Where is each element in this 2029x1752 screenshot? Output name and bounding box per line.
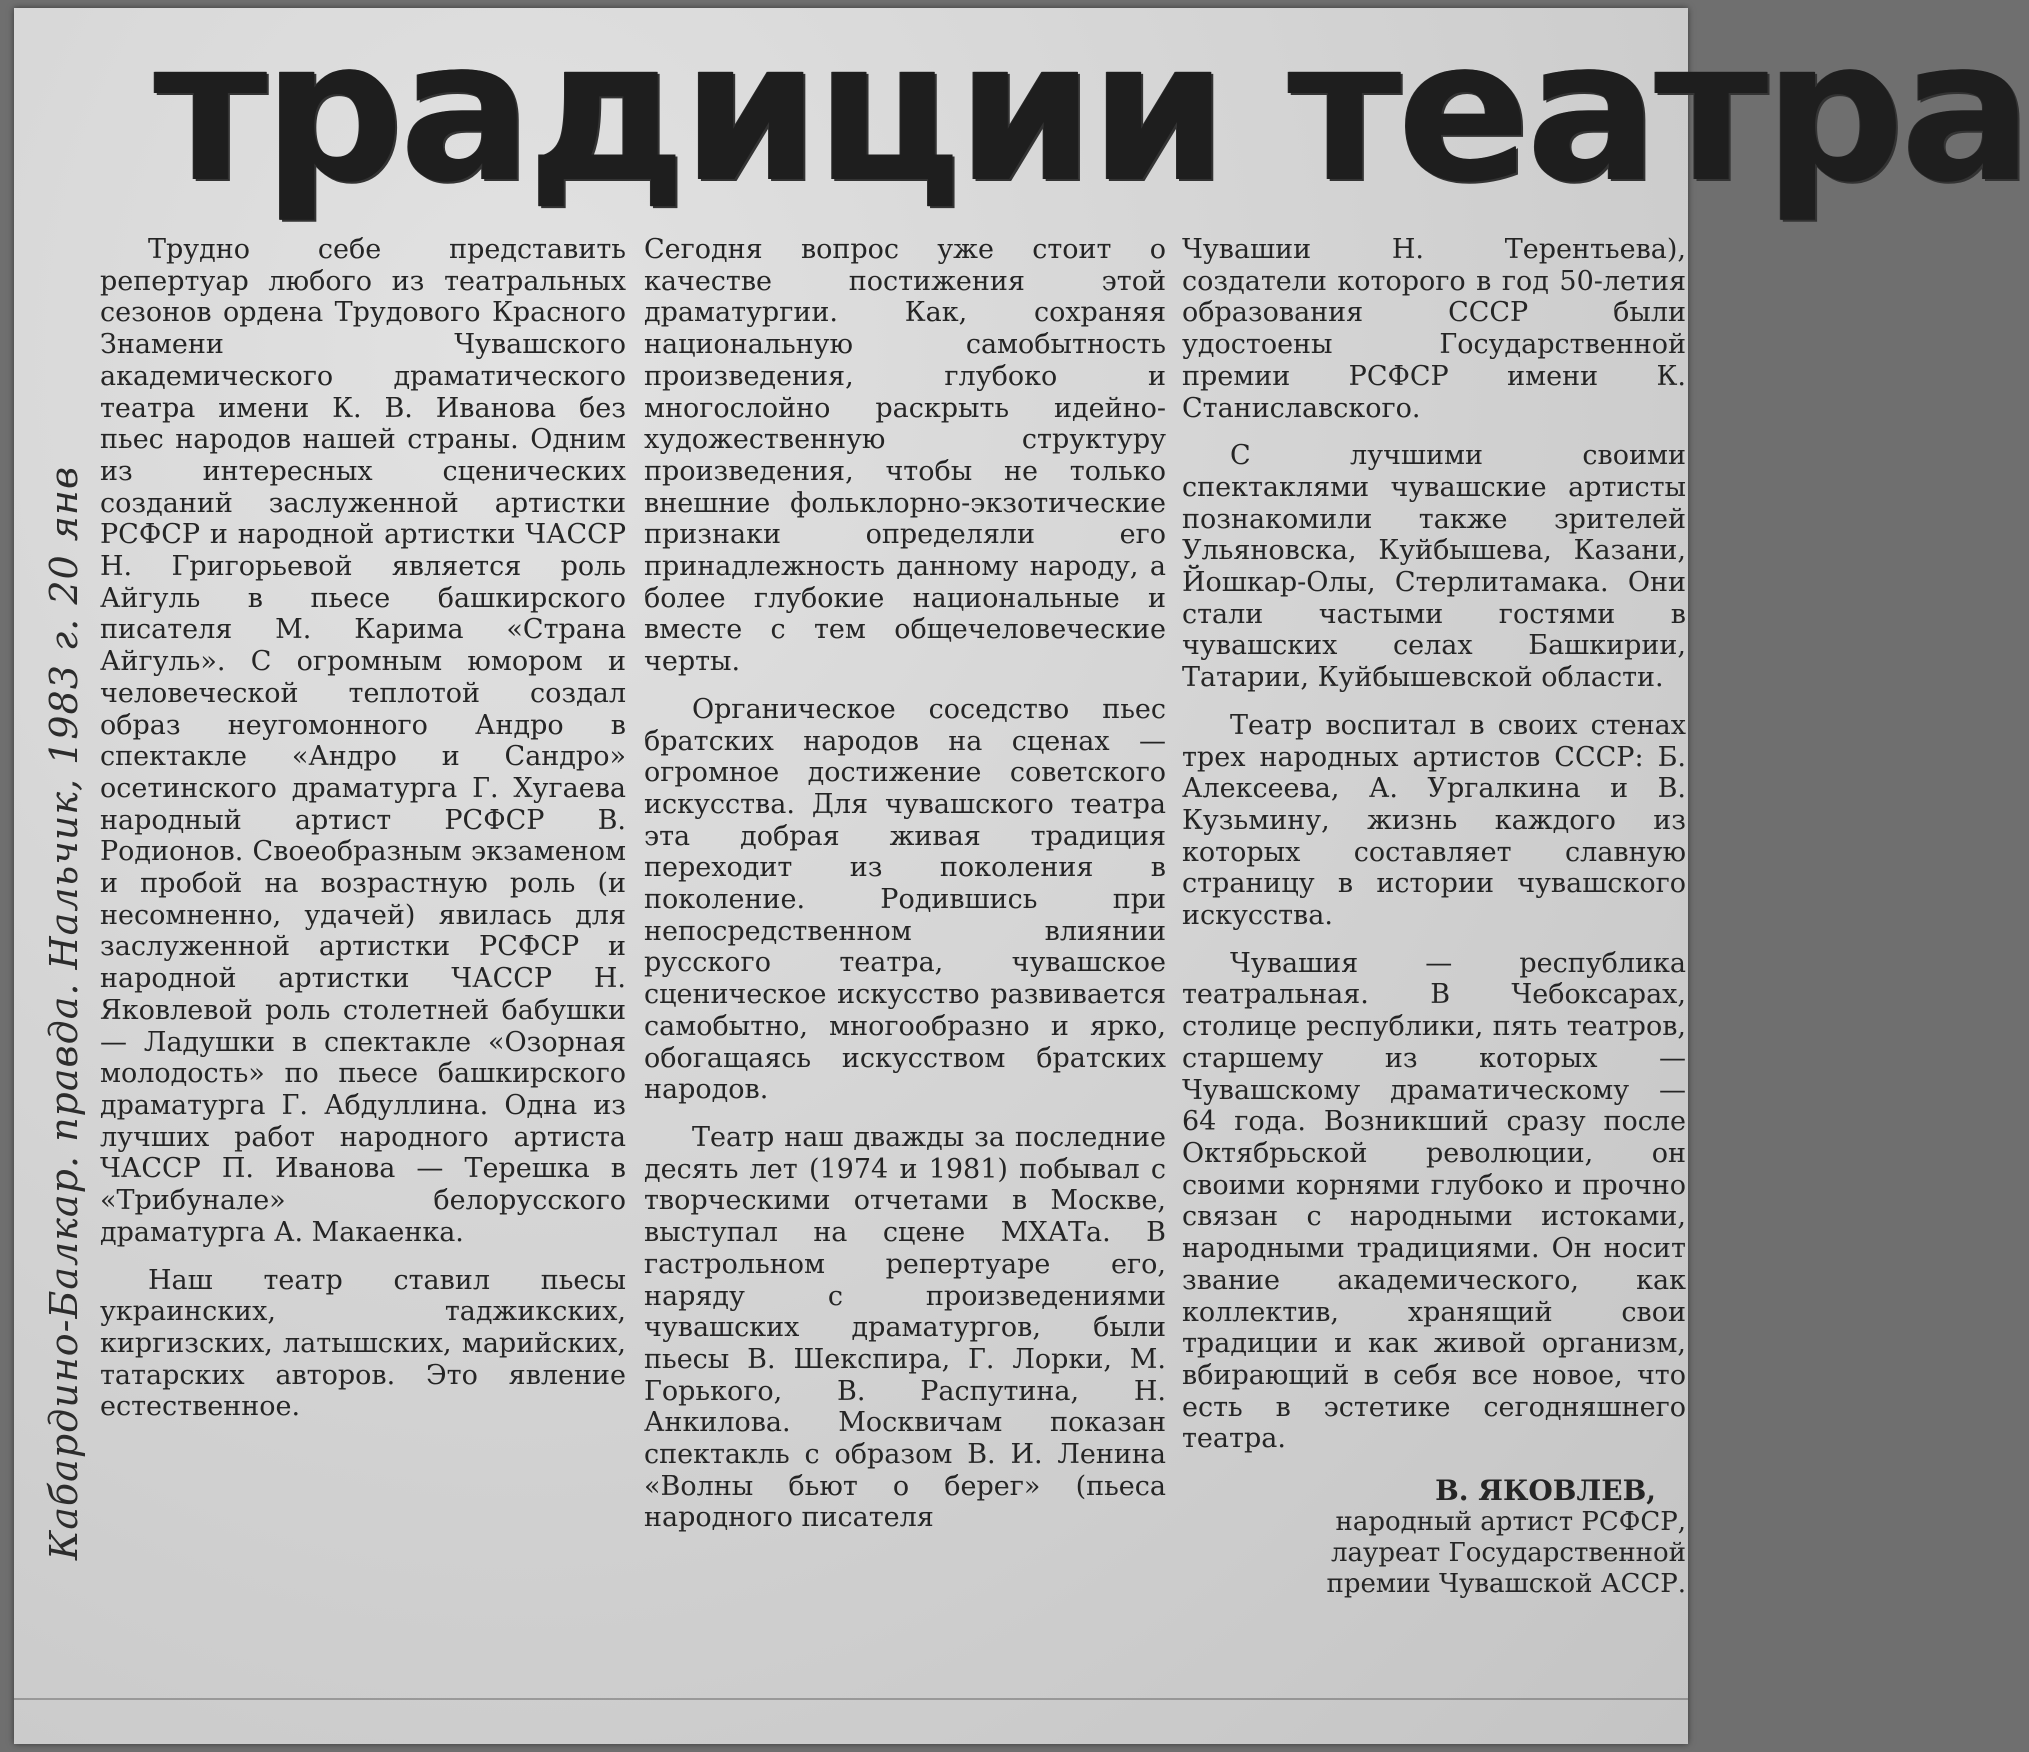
author-name: В. ЯКОВЛЕВ, xyxy=(1435,1474,1656,1508)
paragraph-7: Чувашия — республика театральная. В Чебоксарах, столице республики, пять театров, старшему из которых — Чувашскому драматическому — 64 года. Возникший сразу после Октябрьской революции, он своими корнями глубоко и прочно связан с народными истоками, народными традициями. Он носит звание академического, как коллектив, хранящий свои традиции и как живой организм, вбирающий в себя все новое, что есть в эстетике сегодняшнего театра. xyxy=(1182,947,1686,1455)
paragraph-5: С лучшими своими спектаклями чувашские артисты познакомили также зрителей Ульяновска, Куйбышева, Казани, Йошкар-Олы, Стерлитамака. Они стали частыми гостями в чувашских селах Башкирии, Татарии, Куйбышевской области. xyxy=(1182,440,1686,694)
column-3 xyxy=(1182,234,1686,1600)
handwritten-source-note: Кабардино-Балкар. правда. Нальчик, 1983 г. 20 янв xyxy=(42,465,86,1561)
paragraph-6: Театр воспитал в своих стенах трех народных артистов СССР: Б. Алексеева, А. Ургалкина и В. Кузьмину, жизнь каждого из которых составляет славную страницу в истории чувашского искусства. xyxy=(1182,709,1686,932)
author-title-line-2: лауреат Государственной xyxy=(1331,1537,1686,1568)
paragraph-1: Трудно себе представить репертуар любого из театральных сезонов ордена Трудового Красного Знамени Чувашского академического драматического театра имени К. В. Иванова без пьес народов нашей страны. Одним из интересных сценических созданий заслуженной артистки РСФСР и народной артистки ЧАССР Н. Григорьевой является роль Айгуль в пьесе башкирского писателя М. Карима «Страна Айгуль». С огромным юмором и человеческой теплотой создал образ неугомонного Андро в спектакле «Андро и Сандро» осетинского драматурга Г. Хугаева народный артист РСФСР В. Родионов. Своеобразным экзаменом и пробой на возрастную роль (и несомненно, удачей) явилась для заслуженной артистки РСФСР и народной артистки ЧАССР Н. Яковлевой роль столетней бабушки — Ладушки в спектакле «Озорная молодость» по пьесе башкирского драматурга Г. Абдуллина. Одна из лучших работ народного артиста ЧАССР П. Иванова — Терешка в «Трибунале» белорусского драматурга А. Макаенка. xyxy=(100,234,626,1248)
author-title-line-1: народный артист РСФСР, xyxy=(1335,1506,1686,1537)
column-1 xyxy=(100,234,626,1439)
paragraph-4-continued: Чувашии Н. Терентьева), создатели которого в год 50-летия образования СССР были удостоены Государственной премии РСФСР имени К. Станиславского. xyxy=(1182,234,1686,424)
column-2 xyxy=(644,234,1166,1550)
paragraph-3: Органическое соседство пьес братских народов на сценах — огромное достижение советского искусства. Для чувашского театра эта добрая живая традиция переходит из поколения в поколение. Родившись при непосредственном влиянии русского театра, чувашское сценическое искусство развивается самобытно, многообразно и ярко, обогащаясь искусством братских народов. xyxy=(644,693,1166,1106)
author-signature xyxy=(1182,1475,1686,1600)
paragraph-2-continued: Сегодня вопрос уже стоит о качестве постижения этой драматургии. Как, сохраняя национальную самобытность произведения, глубоко и многослойно раскрыть идейно-художественную структуру произведения, чтобы не только внешние фольклорно-экзотические признаки определяли его принадлежность данному народу, а более глубокие национальные и вместе с тем общечеловеческие черты. xyxy=(644,234,1166,678)
paragraph-2: Наш театр ставил пьесы украинских, таджикских, киргизских, латышских, марийских, татарских авторов. Это явление естественное. xyxy=(100,1264,626,1423)
author-title-line-3: премии Чувашской АССР. xyxy=(1326,1568,1686,1599)
paragraph-4: Театр наш дважды за последние десять лет (1974 и 1981) побывал с творческими отчетами в Москве, выступал на сцене МХАТа. В гастрольном репертуаре его, наряду с произведениями чувашских драматургов, были пьесы В. Шекспира, Г. Лорки, М. Горького, В. Распутина, Н. Анкилова. Москвичам показан спектакль с образом В. И. Ленина «Волны бьют о берег» (пьеса народного писателя xyxy=(644,1121,1166,1534)
newspaper-clipping xyxy=(14,0,2029,1744)
paper-crease xyxy=(14,1698,1688,1700)
article-headline: традиции театра xyxy=(154,0,2029,226)
